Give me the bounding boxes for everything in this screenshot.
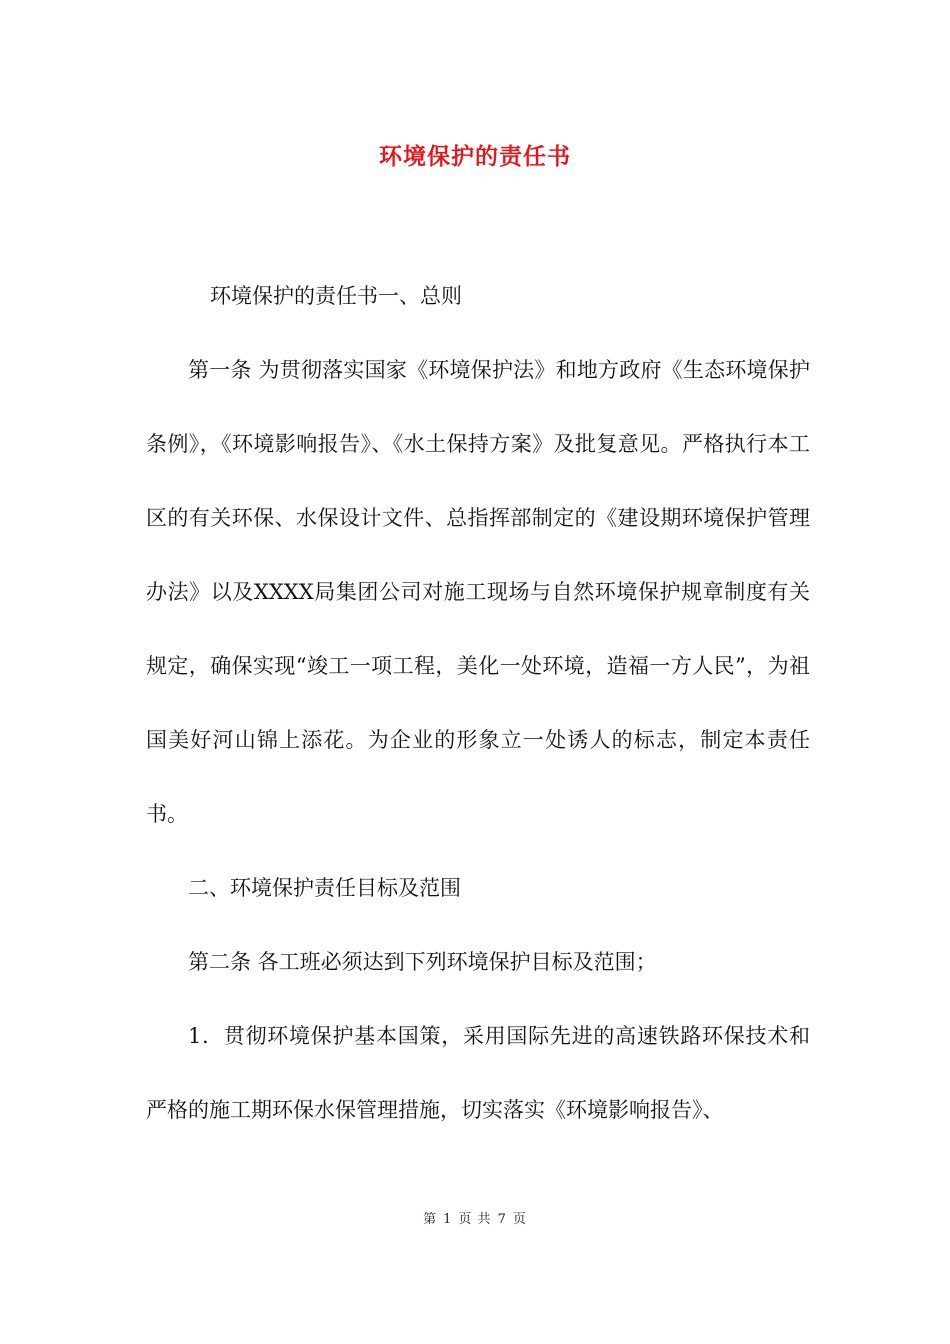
paragraph-section-2-heading: 二、环境保护责任目标及范围 — [188, 876, 461, 900]
document-title: 环境保护的责任书 — [379, 143, 571, 170]
heading-doc-name: 环境保护的责任书 — [210, 284, 379, 308]
document-body — [146, 259, 810, 1147]
page-footer — [0, 1208, 950, 1227]
footer-total-pages: 7 — [497, 1212, 507, 1227]
section-heading — [146, 259, 810, 333]
footer-page-number: 1 — [443, 1212, 453, 1227]
heading-general-principles: 一、总则 — [378, 284, 463, 308]
footer-prefix: 第 — [423, 1212, 438, 1227]
footer-middle: 页 共 — [458, 1212, 492, 1227]
footer-suffix: 页 — [512, 1212, 527, 1227]
paragraph-article-1: 第一条 为贯彻落实国家《环境保护法》和地方政府《生态环境保护条例》，《环境影响报告》、《水土保持方案》及批复意见。严格执行本工区的有关环保、水保设计文件、总指挥部制定的《建设期环境保护管理办法》以及XXXX局集团公司对施工现场与自然环境保护规章制度有关规定，确保实现“竣工一项工程，美化一处环境，造福一方人民”，为祖国美好河山锦上添花。为企业的形象立一处诱人的标志，制定本责任书。 — [146, 358, 810, 826]
paragraph-article-2: 第二条 各工班必须达到下列环境保护目标及范围； — [188, 950, 657, 974]
paragraph-item-1: 1．贯彻环境保护基本国策，采用国际先进的高速铁路环保技术和严格的施工期环保水保管理措施，切实落实《环境影响报告》、 — [146, 1024, 810, 1122]
